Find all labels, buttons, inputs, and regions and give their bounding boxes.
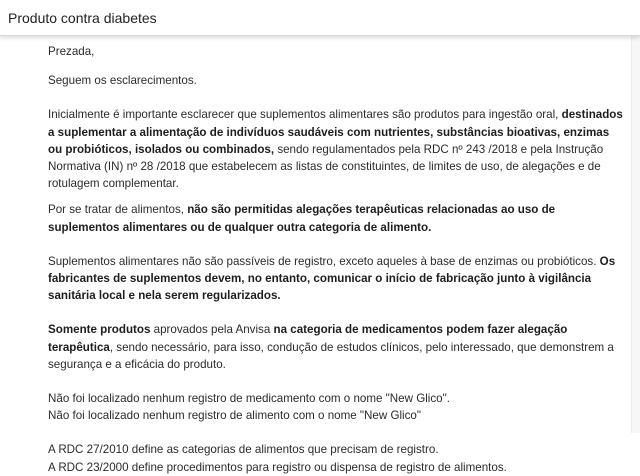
rdc-27-line: A RDC 27/2010 define as categorias de alimentos que precisam de registro. bbox=[48, 443, 439, 457]
intro-line: Seguem os esclarecimentos. bbox=[48, 74, 197, 88]
p3-bold: Os fabricantes de suplementos devem, no entanto, comunicar o início de fabricação junto à vigilância sanitária local e nela serem regularizados. bbox=[48, 254, 616, 303]
paragraph-registration bbox=[48, 253, 623, 305]
p4-bold-c: na categoria de medicamentos podem fazer alegação terapêutica bbox=[48, 323, 568, 354]
message-content bbox=[0, 36, 623, 476]
p4-bold-a: Somente produtos bbox=[48, 323, 151, 337]
p1-text-a: Inicialmente é importante esclarecer que suplementos alimentares são produtos para ingestão oral, bbox=[48, 108, 562, 122]
no-medicine-record: Não foi localizado nenhum registro de medicamento com o nome "New Glico". bbox=[48, 392, 450, 406]
message-body bbox=[0, 36, 632, 474]
scrollbar-track[interactable] bbox=[631, 36, 640, 433]
panel-title: Produto contra diabetes bbox=[8, 9, 157, 26]
p2-bold: não são permitidas alegações terapêuticas relacionadas ao uso de suplementos alimentares ou de qualquer outra categoria de alimento. bbox=[48, 203, 556, 234]
p1-text-c: sendo regulamentados pela RDC nº 243 /2018 e pela Instrução Normativa (IN) nº 28 /2018 que estabelecem as listas de constituintes, de limites de uso, de alegações e de rotulagem complementar. bbox=[48, 142, 604, 191]
paragraph-medicines bbox=[48, 321, 623, 373]
p4-text-d: , sendo necessário, para isso, condução de estudos clínicos, pelo interessado, que demonstrem a segurança e a eficácia do produto. bbox=[48, 340, 614, 371]
greeting: Prezada, bbox=[48, 45, 95, 58]
p2-text-a: Por se tratar de alimentos, bbox=[48, 203, 188, 217]
paragraph-definition bbox=[48, 106, 623, 192]
rdc-23-line: A RDC 23/2000 define procedimentos para registro ou dispensa de registro de alimentos. bbox=[48, 460, 507, 474]
p4-text-b: aprovados pela Anvisa bbox=[150, 323, 274, 337]
p1-bold: destinados a suplementar a alimentação de indivíduos saudáveis com nutrientes, substâncias bioativas, enzimas ou probióticos, isolados ou combinados, bbox=[48, 108, 623, 156]
no-food-record: Não foi localizado nenhum registro de alimento com o nome "New Glico" bbox=[48, 409, 421, 423]
paragraph-claims bbox=[48, 201, 623, 235]
p3-text-a: Suplementos alimentares não são passíveis de registro, exceto aqueles à base de enzimas ou probióticos. bbox=[48, 254, 600, 268]
panel-header bbox=[0, 0, 640, 36]
